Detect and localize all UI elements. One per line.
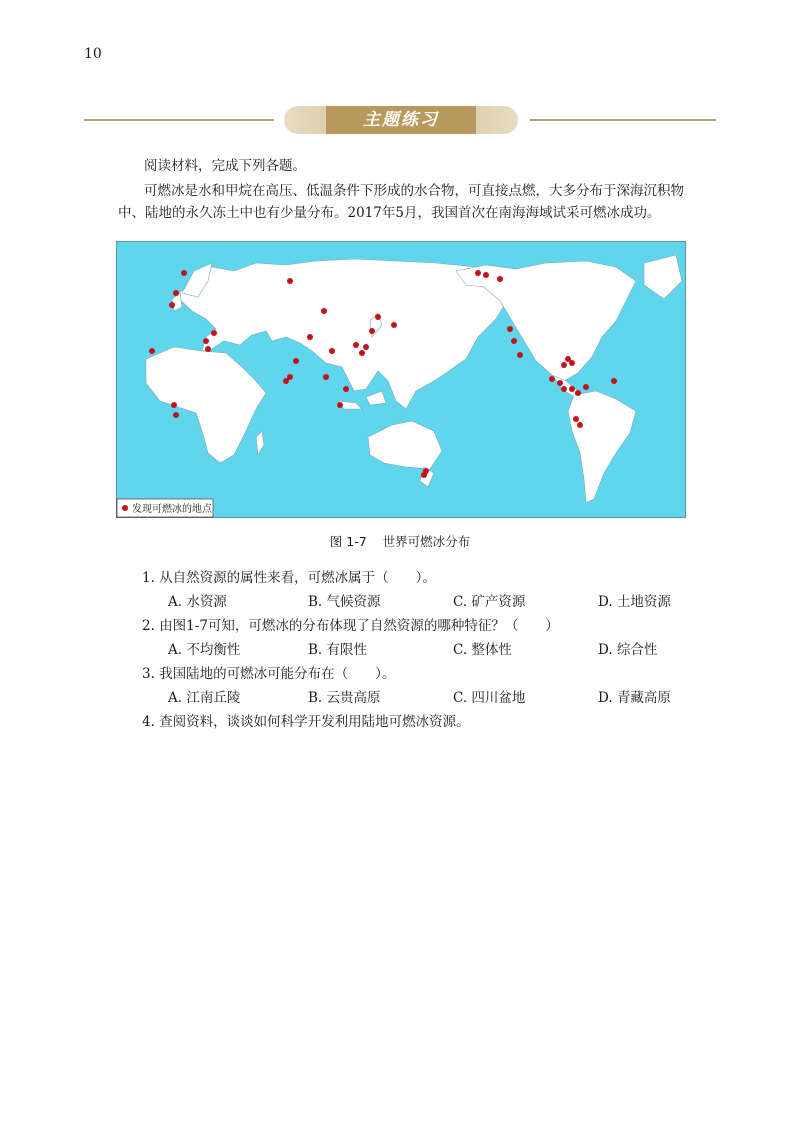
figure-caption [0, 532, 800, 550]
banner-right-rule [530, 119, 716, 121]
question-4-stem: 4. 查阅资料，谈谈如何科学开发利用陆地可燃冰资源。 [142, 714, 470, 730]
marker [569, 386, 575, 392]
marker [205, 346, 211, 352]
intro-text: 阅读材料，完成下列各题。 [144, 158, 306, 174]
legend-label: 发现可燃冰的地点 [132, 504, 212, 515]
marker [169, 302, 175, 308]
marker [421, 472, 427, 478]
q3-option-d: D. 青藏高原 [598, 690, 671, 706]
marker [283, 378, 289, 384]
material-line-1: 可燃冰是水和甲烷在高压、低温条件下形成的水合物，可直接点燃，大多分布于深海沉积物 [144, 183, 684, 199]
q1-option-a: A. 水资源 [168, 594, 227, 610]
map-legend [117, 499, 213, 517]
marker [173, 290, 179, 296]
marker [359, 350, 365, 356]
marker [573, 416, 579, 422]
q3-option-a: A. 江南丘陵 [168, 690, 241, 706]
marker [507, 326, 513, 332]
marker [483, 272, 489, 278]
marker [323, 374, 329, 380]
marker [497, 276, 503, 282]
marker [343, 386, 349, 392]
marker [475, 270, 481, 276]
marker [583, 384, 589, 390]
marker [375, 314, 381, 320]
banner-title: 主题练习 [363, 110, 439, 130]
question-2-stem: 2. 由图1-7可知，可燃冰的分布体现了自然资源的哪种特征？（ ） [142, 618, 559, 634]
marker [517, 352, 523, 358]
marker [171, 402, 177, 408]
question-3-stem: 3. 我国陆地的可燃冰可能分布在（ ）。 [142, 666, 396, 682]
marker [561, 362, 567, 368]
marker [557, 380, 563, 386]
q2-option-c: C. 整体性 [453, 642, 512, 658]
material-line-2: 中、陆地的永久冻土中也有少量分布。2017年5月，我国首次在南海海域试采可燃冰成功。 [118, 205, 661, 221]
q3-option-c: C. 四川盆地 [453, 690, 526, 706]
marker [391, 322, 397, 328]
marker [329, 348, 335, 354]
marker [321, 308, 327, 314]
figure-number: 图 1-7 [329, 534, 367, 549]
marker [569, 360, 575, 366]
banner-left-rule [84, 119, 274, 121]
q3-option-b: B. 云贵高原 [308, 690, 381, 706]
section-banner [84, 106, 716, 134]
legend-marker [122, 505, 128, 511]
figure-title: 世界可燃冰分布 [382, 534, 471, 549]
marker [369, 328, 375, 334]
marker [611, 378, 617, 384]
marker [363, 344, 369, 350]
marker [511, 338, 517, 344]
q1-option-c: C. 矿产资源 [453, 594, 526, 610]
q2-option-a: A. 不均衡性 [168, 642, 241, 658]
marker [337, 402, 343, 408]
marker [211, 330, 217, 336]
banner-pill [284, 106, 518, 134]
page-number: 10 [84, 46, 102, 62]
marker [149, 348, 155, 354]
marker [307, 334, 313, 340]
q1-option-b: B. 气候资源 [308, 594, 381, 610]
marker [575, 390, 581, 396]
marker [577, 422, 583, 428]
marker [181, 270, 187, 276]
marker [549, 376, 555, 382]
question-1-stem: 1. 从自然资源的属性来看，可燃冰属于（ ）。 [142, 570, 436, 586]
marker [203, 338, 209, 344]
marker [287, 278, 293, 284]
marker [561, 386, 567, 392]
q2-option-d: D. 综合性 [598, 642, 658, 658]
q2-option-b: B. 有限性 [308, 642, 368, 658]
q1-option-d: D. 土地资源 [598, 594, 671, 610]
marker [353, 342, 359, 348]
marker [173, 412, 179, 418]
world-map [116, 241, 686, 518]
marker [293, 358, 299, 364]
